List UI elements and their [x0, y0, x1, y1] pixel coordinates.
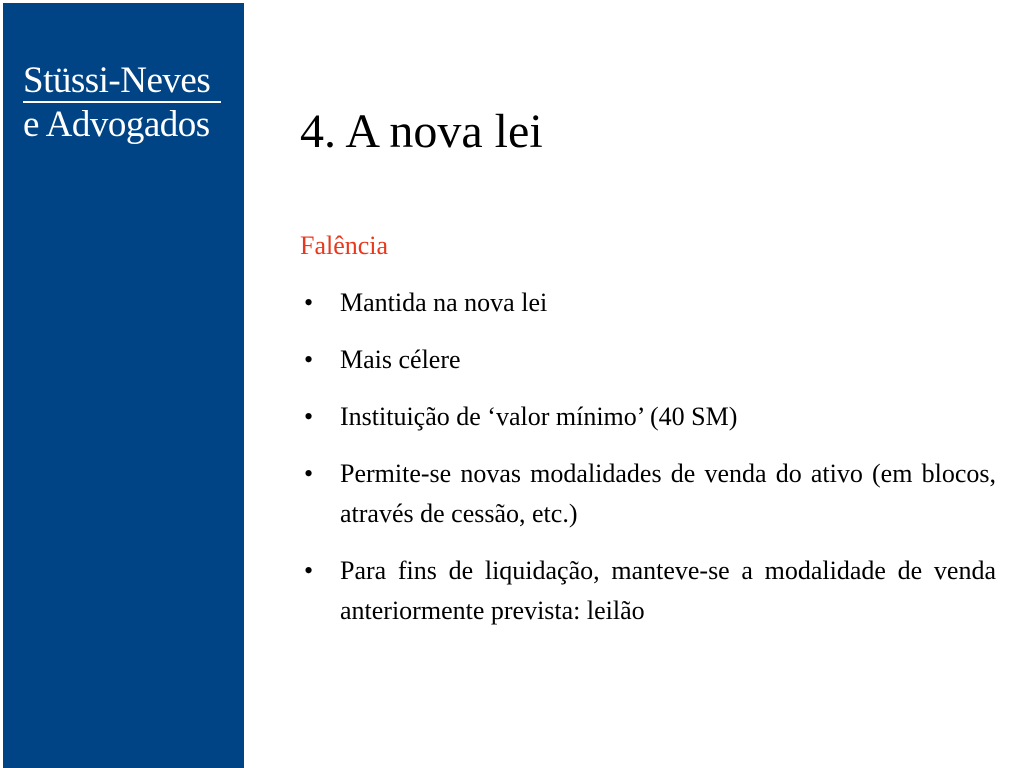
logo-line-2: e Advogados	[23, 104, 210, 145]
bullet-text: Instituição de ‘valor mínimo’ (40 SM)	[340, 402, 738, 431]
bullet-text: Para fins de liquidação, manteve-se a modalidade de venda anteriormente prevista: leilão	[340, 556, 996, 625]
bullet-text: Mais célere	[340, 345, 461, 374]
bullet-item	[300, 454, 996, 534]
bullet-text: Permite-se novas modalidades de venda do ativo (em blocos, através de cessão, etc.)	[340, 459, 996, 528]
bullet-marker: •	[304, 288, 314, 317]
slide-title: 4. A nova lei	[300, 105, 543, 158]
bullet-marker: •	[304, 556, 314, 585]
bullet-marker: •	[304, 402, 314, 431]
slide-content	[300, 226, 996, 648]
bullet-list	[300, 283, 996, 631]
bullet-marker: •	[304, 459, 314, 488]
bullet-item	[300, 551, 996, 631]
bullet-item	[300, 397, 996, 437]
bullet-item	[300, 283, 996, 323]
bullet-text: Mantida na nova lei	[340, 288, 548, 317]
logo-line-1: Stüssi-Neves	[23, 60, 211, 101]
firm-logo	[23, 61, 223, 145]
sidebar-band	[3, 3, 244, 768]
bullet-item	[300, 340, 996, 380]
bullet-marker: •	[304, 345, 314, 374]
section-heading: Falência	[300, 231, 389, 260]
logo-divider	[23, 101, 221, 103]
